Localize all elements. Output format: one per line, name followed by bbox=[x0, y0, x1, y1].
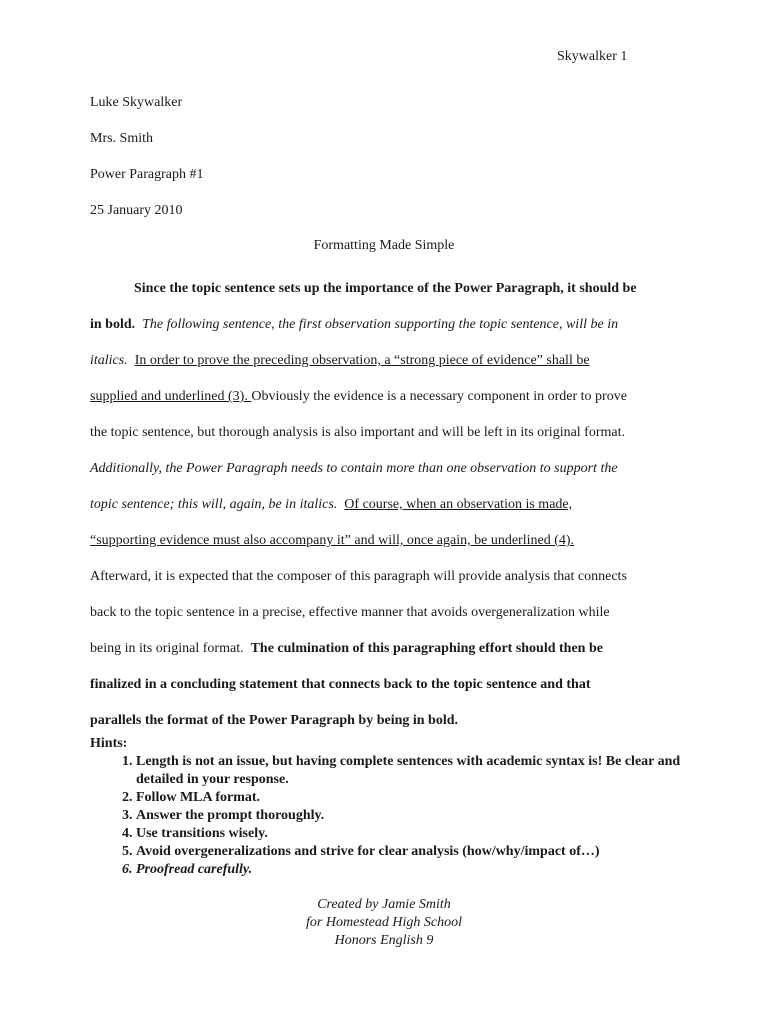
hints-list bbox=[90, 753, 690, 879]
hint-item: 1. Length is not an issue, but having complete sentences with academic syntax is! Be clear and detailed in your response. bbox=[136, 753, 690, 789]
hint-item: 6. Proofread carefully. bbox=[136, 861, 690, 879]
hints-section bbox=[90, 735, 690, 879]
evidence-text: In order to prove the preceding observation, a “strong piece of evidence” shall be bbox=[134, 353, 590, 368]
paragraph-line bbox=[90, 379, 680, 415]
observation-text-end: topic sentence; this will, again, be in italics. bbox=[90, 497, 338, 512]
observation-text: Additionally, the Power Paragraph needs to contain more than one observation to support the bbox=[90, 461, 618, 476]
date: 25 January 2010 bbox=[90, 203, 183, 218]
page-header-label: Skywalker 1 bbox=[557, 49, 628, 64]
paragraph-line bbox=[90, 415, 680, 451]
credit-course: Honors English 9 bbox=[334, 933, 434, 948]
topic-sentence-end: in bold. bbox=[90, 317, 136, 332]
credit-author: Created by Jamie Smith bbox=[317, 897, 451, 912]
hint-item: 4. Use transitions wisely. bbox=[136, 825, 690, 843]
student-name: Luke Skywalker bbox=[90, 95, 183, 110]
credit-school: for Homestead High School bbox=[306, 915, 462, 930]
concluding-sentence: The culmination of this paragraphing effort should then be bbox=[250, 641, 603, 656]
paragraph-line bbox=[90, 487, 680, 523]
evidence-text: Of course, when an observation is made, bbox=[344, 497, 573, 512]
hints-label: Hints: bbox=[90, 736, 128, 751]
paragraph-line bbox=[90, 343, 680, 379]
paragraph-line bbox=[90, 703, 680, 739]
observation-text-end: italics. bbox=[90, 353, 128, 368]
concluding-sentence-end: parallels the format of the Power Paragraph by being in bold. bbox=[90, 713, 459, 728]
paragraph-line bbox=[90, 451, 680, 487]
hint-item: 5. Avoid overgeneralizations and strive for clear analysis (how/why/impact of…) bbox=[136, 843, 690, 861]
topic-sentence: Since the topic sentence sets up the importance of the Power Paragraph, it should be bbox=[134, 281, 637, 296]
teacher-name: Mrs. Smith bbox=[90, 131, 154, 146]
assignment-name: Power Paragraph #1 bbox=[90, 167, 204, 182]
analysis-text: back to the topic sentence in a precise, effective manner that avoids overgeneralization while bbox=[90, 605, 610, 620]
paragraph-line bbox=[90, 595, 680, 631]
concluding-sentence: finalized in a concluding statement that connects back to the topic sentence and that bbox=[90, 677, 591, 692]
paragraph-line bbox=[90, 523, 680, 559]
power-paragraph bbox=[90, 271, 680, 739]
paragraph-line bbox=[90, 559, 680, 595]
document-title: Formatting Made Simple bbox=[313, 238, 455, 253]
hint-item: 2. Follow MLA format. bbox=[136, 789, 690, 807]
mla-heading bbox=[90, 93, 204, 237]
analysis-text-end: being in its original format. bbox=[90, 641, 244, 656]
evidence-text-end: supplied and underlined (3). bbox=[90, 389, 252, 404]
paragraph-line bbox=[90, 667, 680, 703]
evidence-text-end: “supporting evidence must also accompany it” and will, once again, be underlined (4). bbox=[90, 533, 575, 548]
paragraph-line bbox=[90, 307, 680, 343]
credit-block bbox=[0, 896, 768, 950]
analysis-text: Afterward, it is expected that the composer of this paragraph will provide analysis that connects bbox=[90, 569, 627, 584]
hint-item: 3. Answer the prompt thoroughly. bbox=[136, 807, 690, 825]
paragraph-line bbox=[90, 631, 680, 667]
analysis-text: the topic sentence, but thorough analysis is also important and will be left in its original format. bbox=[90, 425, 626, 440]
paragraph-line bbox=[90, 271, 680, 307]
observation-text: The following sentence, the first observation supporting the topic sentence, will be in bbox=[142, 317, 619, 332]
analysis-text: Obviously the evidence is a necessary component in order to prove bbox=[251, 389, 627, 404]
